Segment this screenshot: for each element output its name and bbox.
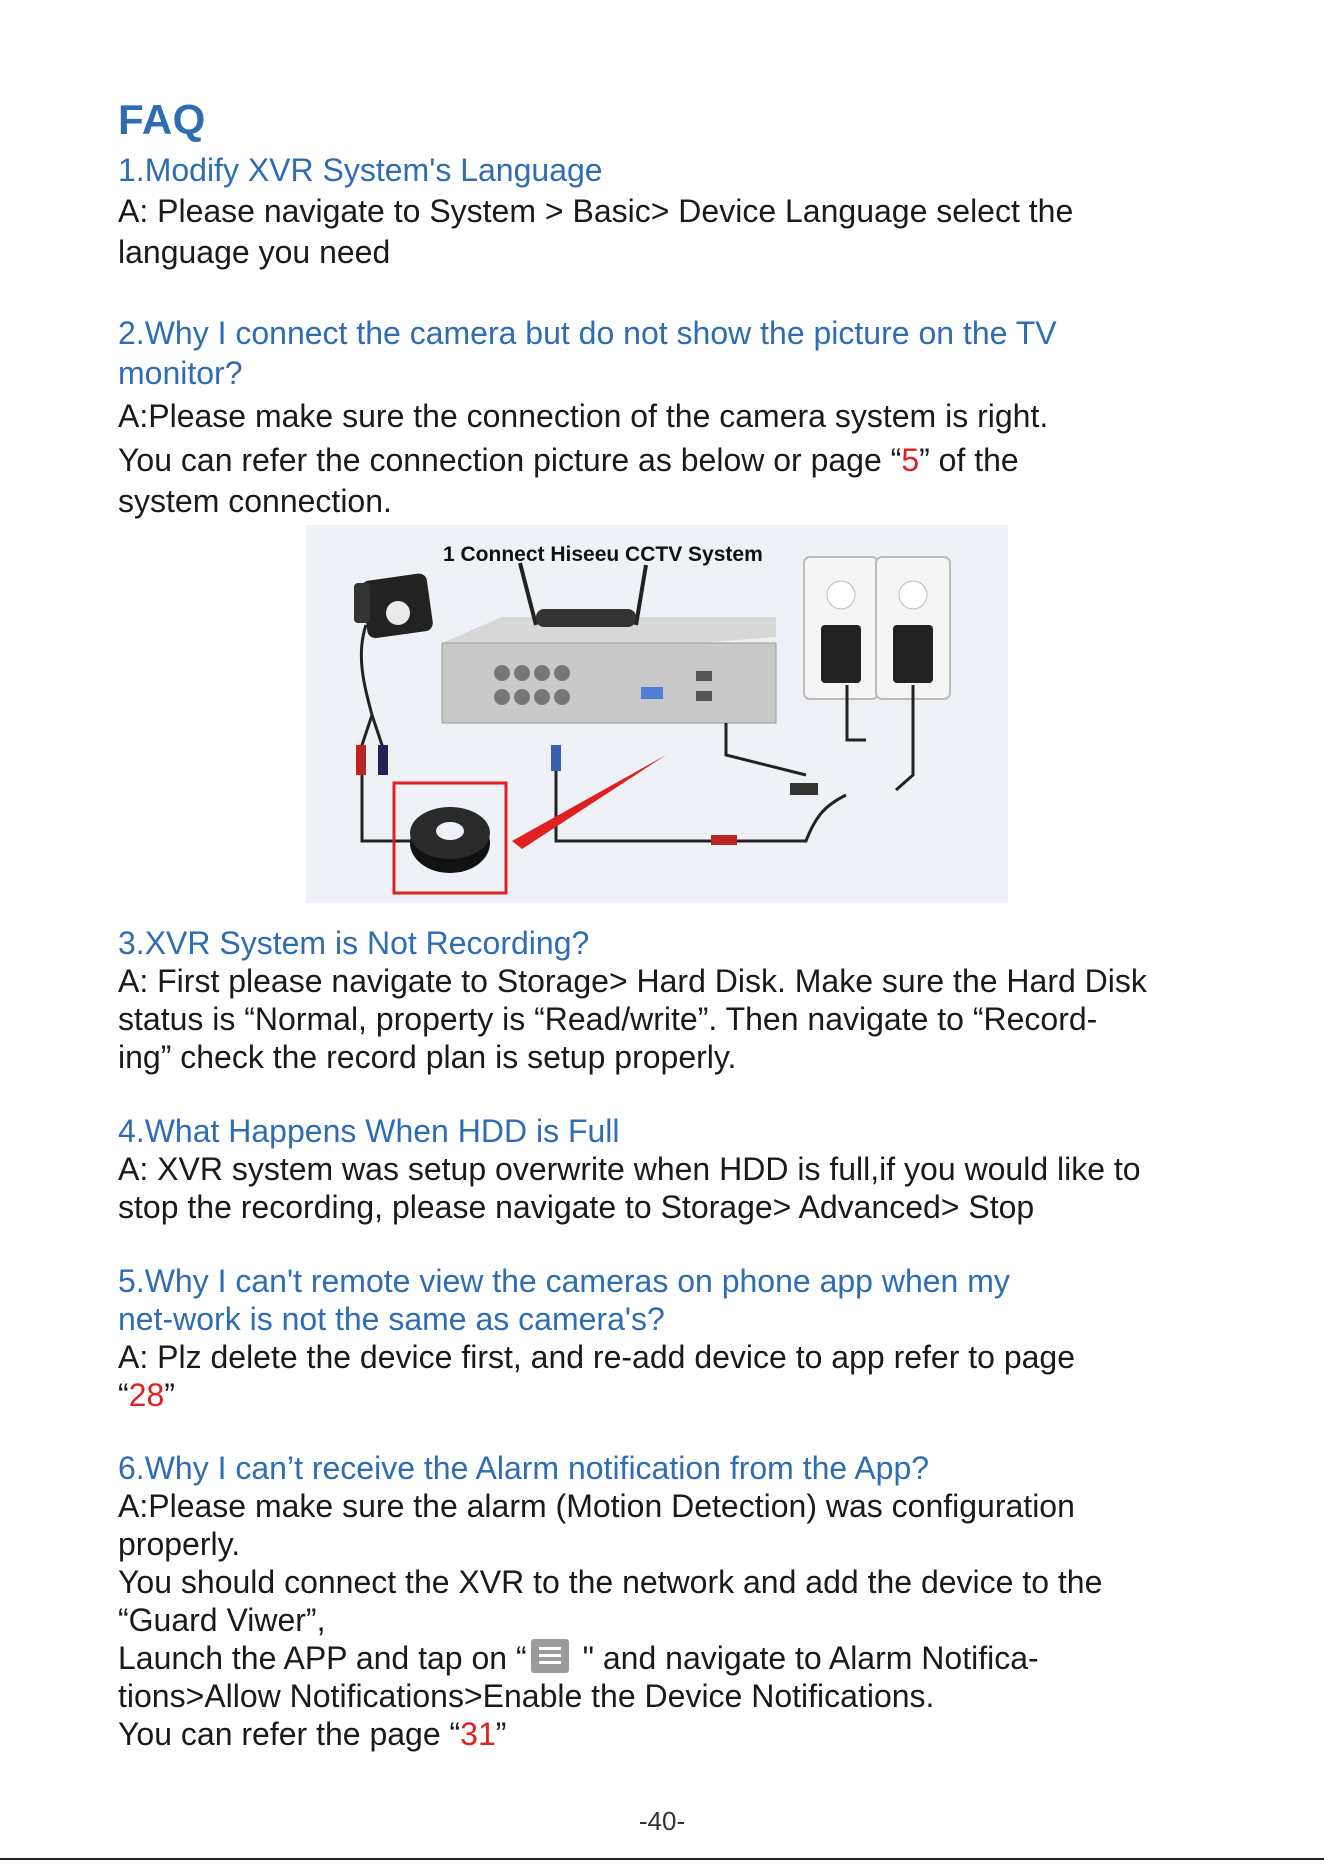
- page-title: FAQ: [118, 96, 206, 143]
- faq-answer-4-line-2: stop the recording, please navigate to Storage> Advanced> Stop: [118, 1189, 1035, 1225]
- faq-question-2-line-1: 2.Why I connect the camera but do not show the picture on the TV: [118, 315, 1057, 351]
- faq-answer-2-line-1: A:Please make sure the connection of the camera system is right.: [118, 398, 1049, 434]
- power-outlet-icon: [804, 557, 950, 699]
- faq-answer-6-line-5: Launch the APP and tap on “ " and navigate to Alarm Notifica-: [118, 1640, 1039, 1676]
- menu-icon: [531, 1639, 569, 1673]
- splitter-icon: [790, 783, 818, 795]
- ferrite-coil-icon: [410, 807, 490, 873]
- faq-question-6: 6.Why I can’t receive the Alarm notification from the App?: [118, 1450, 930, 1486]
- faq-question-4: 4.What Happens When HDD is Full: [118, 1113, 620, 1149]
- faq-answer-4-line-1: A: XVR system was setup overwrite when HDD is full,if you would like to: [118, 1151, 1141, 1187]
- faq-answer-6-line-4: “Guard Viwer”,: [118, 1602, 326, 1638]
- faq-answer-1-line-1: A: Please navigate to System > Basic> Device Language select the: [118, 193, 1074, 229]
- faq-question-3: 3.XVR System is Not Recording?: [118, 925, 590, 961]
- bottom-divider: [0, 1858, 1324, 1860]
- connection-diagram: [306, 525, 1008, 903]
- faq-answer-3-line-3: ing” check the record plan is setup properly.: [118, 1039, 737, 1075]
- faq-answer-6-line-7: You can refer the page “31”: [118, 1716, 507, 1752]
- page-reference: 31: [460, 1716, 496, 1752]
- faq-answer-5-line-1: A: Plz delete the device first, and re-add device to app refer to page: [118, 1339, 1076, 1375]
- page-reference: 5: [901, 442, 920, 478]
- faq-answer-6-line-1: A:Please make sure the alarm (Motion Detection) was configuration: [118, 1488, 1075, 1524]
- faq-answer-1-line-2: language you need: [118, 234, 391, 270]
- faq-answer-2-line-2: You can refer the connection picture as below or page “5” of the: [118, 442, 1019, 478]
- page-reference: 28: [128, 1377, 165, 1413]
- faq-answer-6-line-2: properly.: [118, 1526, 241, 1562]
- page-number: -40-: [638, 1806, 686, 1836]
- diagram-caption: 1 Connect Hiseeu CCTV System: [443, 543, 763, 566]
- faq-question-1: 1.Modify XVR System's Language: [118, 152, 603, 188]
- faq-answer-5-line-2: “28”: [118, 1377, 175, 1413]
- faq-question-2-line-2: monitor?: [118, 355, 243, 391]
- faq-answer-3-line-1: A: First please navigate to Storage> Hard Disk. Make sure the Hard Disk: [118, 963, 1147, 999]
- faq-question-5-line-2: net-work is not the same as camera's?: [118, 1301, 665, 1337]
- faq-question-5-line-1: 5.Why I can't remote view the cameras on phone app when my: [118, 1263, 1010, 1299]
- faq-answer-3-line-2: status is “Normal, property is “Read/write”. Then navigate to “Record-: [118, 1001, 1098, 1037]
- faq-answer-6-line-3: You should connect the XVR to the network and add the device to the: [118, 1564, 1103, 1600]
- faq-answer-2-line-3: system connection.: [118, 483, 392, 519]
- faq-answer-6-line-6: tions>Allow Notifications>Enable the Device Notifications.: [118, 1678, 935, 1714]
